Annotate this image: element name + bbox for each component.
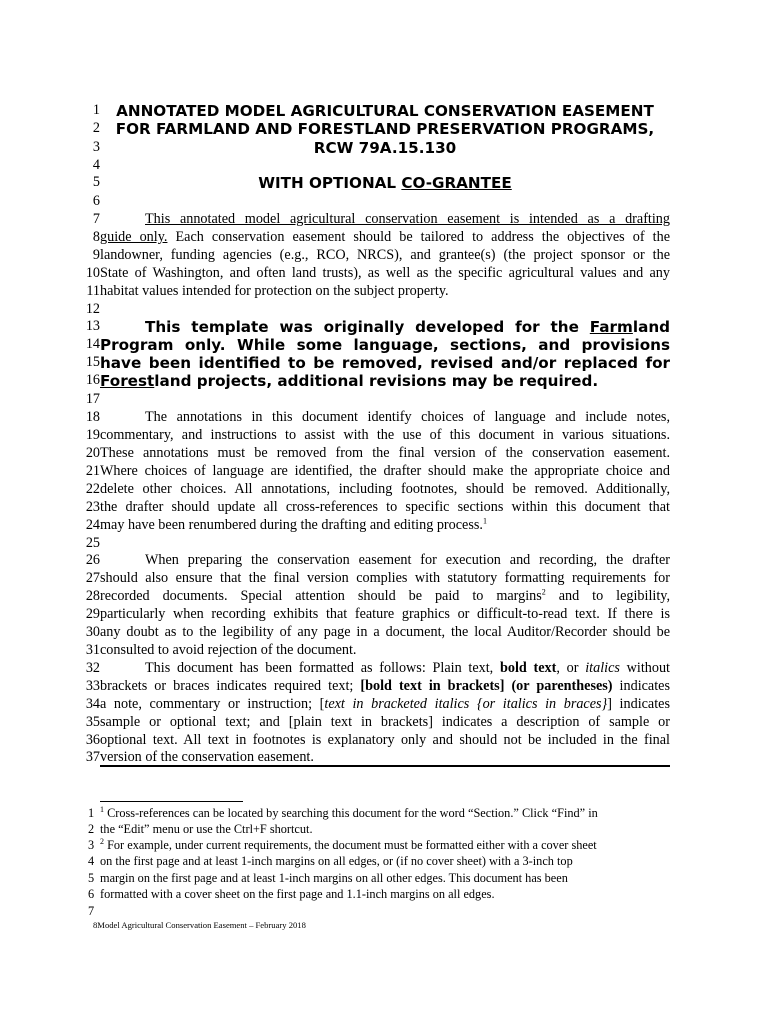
para1-line: This annotated model agricultural conservation easement is intended as a drafting — [145, 211, 670, 227]
line-number: 24 — [85, 517, 100, 533]
line-number: 26 — [85, 552, 100, 568]
line-4 — [84, 157, 670, 174]
line-number: 2 — [92, 120, 100, 136]
line-number: 30 — [85, 624, 100, 640]
para5-line: a note, commentary or instruction; [text in bracketed italics {or italics in braces}] indicates — [100, 696, 670, 712]
line-34 — [84, 696, 670, 713]
line-1 — [84, 102, 670, 119]
line-number: 21 — [85, 463, 100, 479]
para2-line: Forestland projects, additional revisions may be required. — [100, 372, 599, 390]
para3-line: delete other choices. All annotations, including footnotes, should be removed. Additionally, — [100, 481, 670, 497]
line-number: 7 — [92, 211, 100, 227]
line-24 — [84, 517, 670, 534]
line-7 — [84, 211, 670, 228]
footnote-separator — [100, 801, 243, 802]
line-number: 29 — [85, 606, 100, 622]
line-number: 12 — [85, 301, 100, 317]
para3-line: the drafter should update all cross-references to specific sections within this document that — [100, 499, 670, 515]
line-number: 1 — [92, 102, 100, 118]
line-number: 11 — [86, 283, 100, 299]
line-number: 19 — [85, 427, 100, 443]
footnote-line-number: 7 — [88, 904, 95, 918]
footnote-line-number: 2 — [88, 822, 95, 836]
footnote-ref-1[interactable]: 1 — [482, 516, 487, 526]
line-18 — [84, 409, 670, 426]
line-number: 34 — [85, 696, 100, 712]
line-12 — [84, 301, 670, 318]
footnote-line-number: 4 — [88, 854, 95, 868]
para4-line: any doubt as to the legibility of any page in a document, the local Auditor/Recorder should be — [100, 624, 670, 640]
para5-line: version of the conservation easement. — [100, 749, 314, 765]
footnote-1-line-2: 2 the “Edit” menu or use the Ctrl+F shortcut. — [88, 822, 313, 836]
line-26 — [84, 552, 670, 569]
para5-line: sample or optional text; and [plain text in brackets] indicates a description of sample or — [100, 714, 670, 730]
footnote-line-number: 3 — [88, 838, 95, 852]
line-25 — [84, 535, 670, 552]
title-line-3: RCW 79A.15.130 — [313, 139, 457, 157]
footer-line-number: 8 — [93, 920, 98, 930]
para5-line: optional text. All text in footnotes is explanatory only and should not be included in the final — [100, 732, 670, 748]
line-3 — [84, 139, 670, 156]
line-number: 9 — [92, 247, 100, 263]
line-number: 13 — [85, 318, 100, 334]
para1-line: landowner, funding agencies (e.g., RCO, NRCS), and grantee(s) (the project sponsor or the — [100, 247, 670, 263]
line-22 — [84, 481, 670, 498]
footnote-2-line-1: 3 $^2$ For example, under current requirements, the document must be formatted either with a cover sheet — [88, 836, 597, 852]
footer-text: Model Agricultural Conservation Easement – February 2018 — [97, 920, 306, 930]
para3-line: These annotations must be removed from the final version of the conservation easement. — [100, 445, 670, 461]
para2-line: Program only. While some language, sections, and provisions — [100, 336, 670, 354]
para1-line: State of Washington, and often land trusts), as well as the specific agricultural values and any — [100, 265, 670, 281]
para4-line: consulted to avoid rejection of the document. — [100, 642, 357, 658]
line-27 — [84, 570, 670, 587]
line-number: 18 — [85, 409, 100, 425]
line-number: 32 — [85, 660, 100, 676]
para5-line: brackets or braces indicates required text; [bold text in brackets] (or parentheses) indicates — [100, 678, 670, 694]
section-divider — [100, 765, 670, 767]
footnote-2-line-4: 6 formatted with a cover sheet on the first page and 1.1-inch margins on all edges. — [88, 887, 495, 901]
line-37 — [84, 749, 670, 766]
co-grantee-underlined: CO-GRANTEE — [401, 174, 512, 192]
para1-line: guide only. Each conservation easement should be tailored to address the objectives of the — [100, 229, 670, 245]
line-number: 5 — [92, 174, 100, 190]
para2-line: This template was originally developed for the Farmland — [145, 318, 670, 336]
footnote-ref-2[interactable]: 2 — [541, 587, 546, 597]
line-8 — [84, 229, 670, 246]
line-number: 23 — [85, 499, 100, 515]
line-29 — [84, 606, 670, 623]
line-32 — [84, 660, 670, 677]
para2-line: have been identified to be removed, revised and/or replaced for — [100, 354, 670, 372]
line-35 — [84, 714, 670, 731]
line-number: 6 — [92, 193, 100, 209]
para4-line: should also ensure that the final version complies with statutory formatting requirements for — [100, 570, 670, 586]
line-30 — [84, 624, 670, 641]
line-20 — [84, 445, 670, 462]
line-23 — [84, 499, 670, 516]
line-14 — [84, 336, 670, 353]
line-number: 17 — [85, 391, 100, 407]
line-number: 31 — [85, 642, 100, 658]
para3-line: Where choices of language are identified, the drafter should make the appropriate choice and — [100, 463, 670, 479]
line-number: 8 — [92, 229, 100, 245]
page-footer — [93, 920, 306, 930]
line-number: 3 — [92, 139, 100, 155]
line-36 — [84, 732, 670, 749]
footnote-2-line-3: 5 margin on the first page and at least 1-inch margins on all other edges. This document has been — [88, 871, 568, 885]
para4-line: particularly when recording exhibits that feature graphics or difficult-to-read text. If there is — [100, 606, 670, 622]
line-number: 20 — [85, 445, 100, 461]
line-number: 25 — [85, 535, 100, 551]
footnote-line-number: 1 — [88, 806, 95, 820]
line-10 — [84, 265, 670, 282]
line-number: 28 — [85, 588, 100, 604]
para5-line: This document has been formatted as follows: Plain text, bold text, or italics without — [145, 660, 670, 676]
line-15 — [84, 354, 670, 371]
footnote-line-number: 5 — [88, 871, 95, 885]
line-28 — [84, 588, 670, 605]
title-line-2: FOR FARMLAND AND FORESTLAND PRESERVATION PROGRAMS, — [115, 120, 655, 138]
line-17 — [84, 391, 670, 408]
para1-line: habitat values intended for protection on the subject property. — [100, 283, 449, 299]
line-2 — [84, 120, 670, 137]
line-number: 16 — [85, 372, 100, 388]
line-33 — [84, 678, 670, 695]
line-number: 37 — [85, 749, 100, 765]
line-number: 14 — [85, 336, 100, 352]
line-number: 10 — [85, 265, 100, 281]
line-31 — [84, 642, 670, 659]
para3-line: commentary, and instructions to assist with the use of this document in various situations. — [100, 427, 670, 443]
line-16 — [84, 372, 670, 389]
subtitle: WITH OPTIONAL CO-GRANTEE — [258, 174, 512, 192]
line-19 — [84, 427, 670, 444]
title-line-1: ANNOTATED MODEL AGRICULTURAL CONSERVATION EASEMENT — [116, 102, 654, 120]
line-6 — [84, 193, 670, 210]
line-11 — [84, 283, 670, 300]
line-number: 4 — [92, 157, 100, 173]
footnote-line-number: 6 — [88, 887, 95, 901]
footnote-blank-line — [88, 904, 668, 919]
line-number: 36 — [85, 732, 100, 748]
para4-line: recorded documents. Special attention should be paid to margins$^2$ and to legibility, — [100, 587, 671, 604]
line-number: 22 — [85, 481, 100, 497]
footnote-1-line-1: 1 $^1$ Cross-references can be located by searching this document for the word “Section.” Click “Find” in — [88, 804, 598, 820]
line-number: 15 — [85, 354, 100, 370]
line-number: 35 — [85, 714, 100, 730]
line-13 — [84, 318, 670, 335]
line-5 — [84, 174, 670, 191]
line-number: 33 — [85, 678, 100, 694]
footnote-2-line-2: 4 on the first page and at least 1-inch margins on all edges, or (if no cover sheet) with a 3-inch top — [88, 854, 573, 868]
line-21 — [84, 463, 670, 480]
line-9 — [84, 247, 670, 264]
line-number: 27 — [85, 570, 100, 586]
para3-line: may have been renumbered during the drafting and editing process.$^1$ — [100, 516, 487, 533]
para3-line: The annotations in this document identify choices of language and include notes, — [145, 409, 670, 425]
para4-line: When preparing the conservation easement for execution and recording, the drafter — [145, 552, 670, 568]
